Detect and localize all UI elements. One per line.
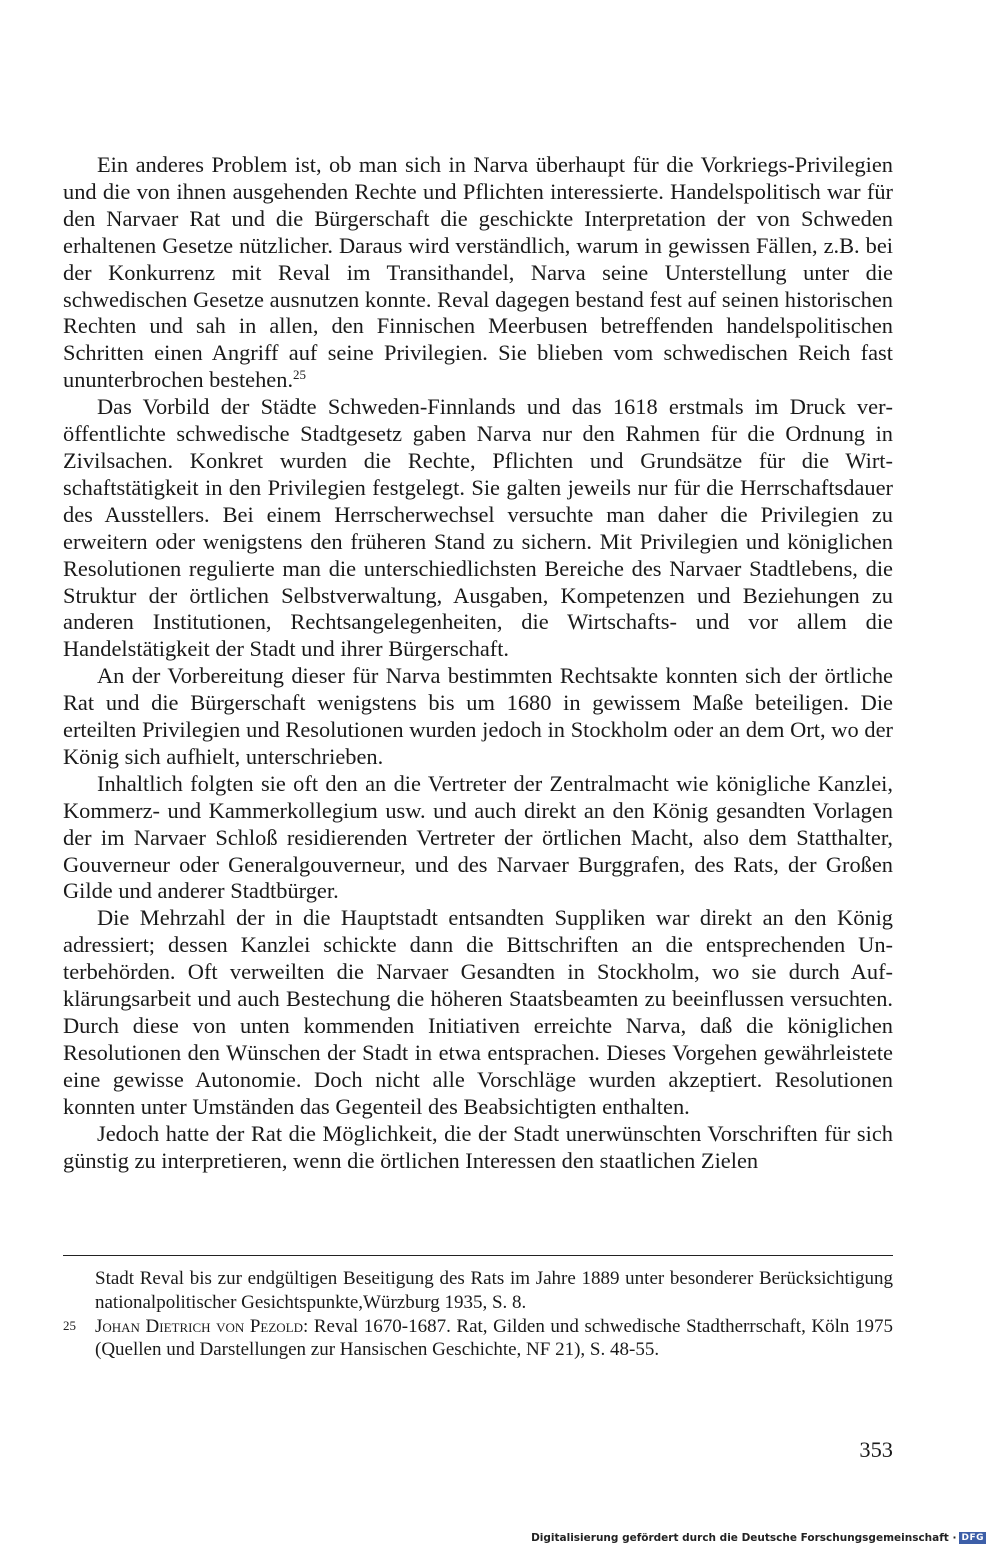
footnote-number: 25	[63, 1317, 76, 1333]
page-number: 353	[859, 1437, 893, 1462]
footnote-divider	[63, 1255, 893, 1256]
footnote-text: Stadt Reval bis zur endgültigen Beseitigung des Rats im Jahre 1889 unter besonderer Berücksichtigung nationalpolitischer Gesichtspunkte,Würzburg 1935, S. 8.	[95, 1268, 893, 1313]
footnote-continued	[63, 1267, 893, 1315]
footnote-reference[interactable]: 25	[293, 367, 307, 383]
paragraph: Das Vorbild der Städte Schweden-Finnlands und das 1618 erstmals im Druck veröffentlichte schwedische Stadtgesetz gaben Narva nur den Rahmen für die Ordnung in Zivilsachen. Konkret wurden die Rechte, Pflichten und Grundsätze für die Wirtschaftstätigkeit in den Privilegien festgelegt. Sie galten jeweils nur für die Herrschaftsdauer des Ausstellers. Bei einem Herrscherwechsel versuchte man daher die Privilegien zu erweitern oder wenigstens den früheren Stand zu sichern. Mit Privilegien und königlichen Resolutionen regulierte man die unterschiedlichsten Bereiche des Narvaer Stadtlebens, die Struktur der örtlichen Selbstverwaltung, Ausgaben, Kompetenzen und Beziehungen zu anderen Institutionen, Rechtsangelegenheiten, die Wirtschafts- und vor allem die Handelstätigkeit der Stadt und ihrer Bürgerschaft.	[63, 394, 893, 662]
paragraph: Inhaltlich folgten sie oft den an die Vertreter der Zentralmacht wie königliche Kanzlei, Kommerz- und Kammerkollegium usw. und auch direkt an den König gesandten Vorlagen der im Narvaer Schloß residierenden Vertreter der örtlichen Macht, also dem Statthalter, Gouverneur oder Generalgouverneur, und des Narvaer Burggrafen, des Rats, der Großen Gilde und anderer Stadtbürger.	[63, 770, 893, 904]
paragraph-text: Ein anderes Problem ist, ob man sich in Narva überhaupt für die Vorkriegs-Privilegien und die von ihnen ausgehenden Rechte und Pflichten interessierte. Handelspolitisch war für den Narvaer Rat und die Bürgerschaft die geschickte Interpretation der von Schweden erhaltenen Gesetze nützlicher. Daraus wird verständlich, warum in gewissen Fällen, z.B. bei der Konkurrenz mit Reval im Transithandel, Narva seine Unterstellung unter die schwedischen Gesetze ausnutzen konnte. Reval dagegen bestand fest auf seinen historischen Rechten und sah in allen, den Finnischen Meerbusen betreffenden handelspolitischen Schritten einen Angriff auf seine Privilegien. Sie blieben vom schwedischen Reich fast ununterbrochen bestehen.	[63, 152, 893, 393]
credit-text: Digitalisierung gefördert durch die Deutsche Forschungsgemeinschaft ·	[531, 1532, 957, 1544]
footnote-25	[63, 1315, 893, 1363]
footnotes	[63, 1267, 893, 1362]
main-text	[63, 152, 893, 1174]
paragraph: An der Vorbereitung dieser für Narva bestimmten Rechtsakte konnten sich der örtliche Rat und die Bürgerschaft wenigstens bis um 1680 in gewissem Maße beteiligen. Die erteilten Privilegien und Resolutionen wurden jedoch in Stockholm oder an dem Ort, wo der König sich aufhielt, unterschrieben.	[63, 663, 893, 769]
footnote-author: Johan Dietrich von Pezold	[95, 1315, 303, 1337]
footnote-text: : Reval 1670-1687. Rat, Gilden und schwedische Stadtherrschaft, Köln 1975 (Quellen und Darstellungen zur Hansischen Geschichte, NF 21), S. 48-55.	[95, 1315, 893, 1361]
paragraph	[63, 152, 893, 394]
paragraph: Die Mehrzahl der in die Hauptstadt entsandten Suppliken war direkt an den König adressiert; dessen Kanzlei schickte dann die Bittschriften an die entsprechenden Unterbehörden. Oft verweilten die Narvaer Gesandten in Stockholm, wo sie durch Aufklärungsarbeit und auch Bestechung die höheren Staatsbeamten zu beeinflussen versuchten. Durch diese von unten kommenden Initiativen erreichte Narva, daß die königlichen Resolutionen den Wünschen der Stadt in etwa entsprachen. Dieses Vorgehen gewährleistete eine gewisse Autonomie. Doch nicht alle Vorschläge wurden akzeptiert. Resolutionen konnten unter Umständen das Gegenteil des Beabsichtigten enthalten.	[63, 905, 893, 1119]
dfg-logo-icon: DFG	[961, 1533, 984, 1543]
paragraph: Jedoch hatte der Rat die Möglichkeit, die der Stadt unerwünschten Vorschriften für sich günstig zu interpretieren, wenn die örtlichen Interessen den staatlichen Zielen	[63, 1120, 893, 1173]
digitization-credit	[531, 1532, 986, 1544]
